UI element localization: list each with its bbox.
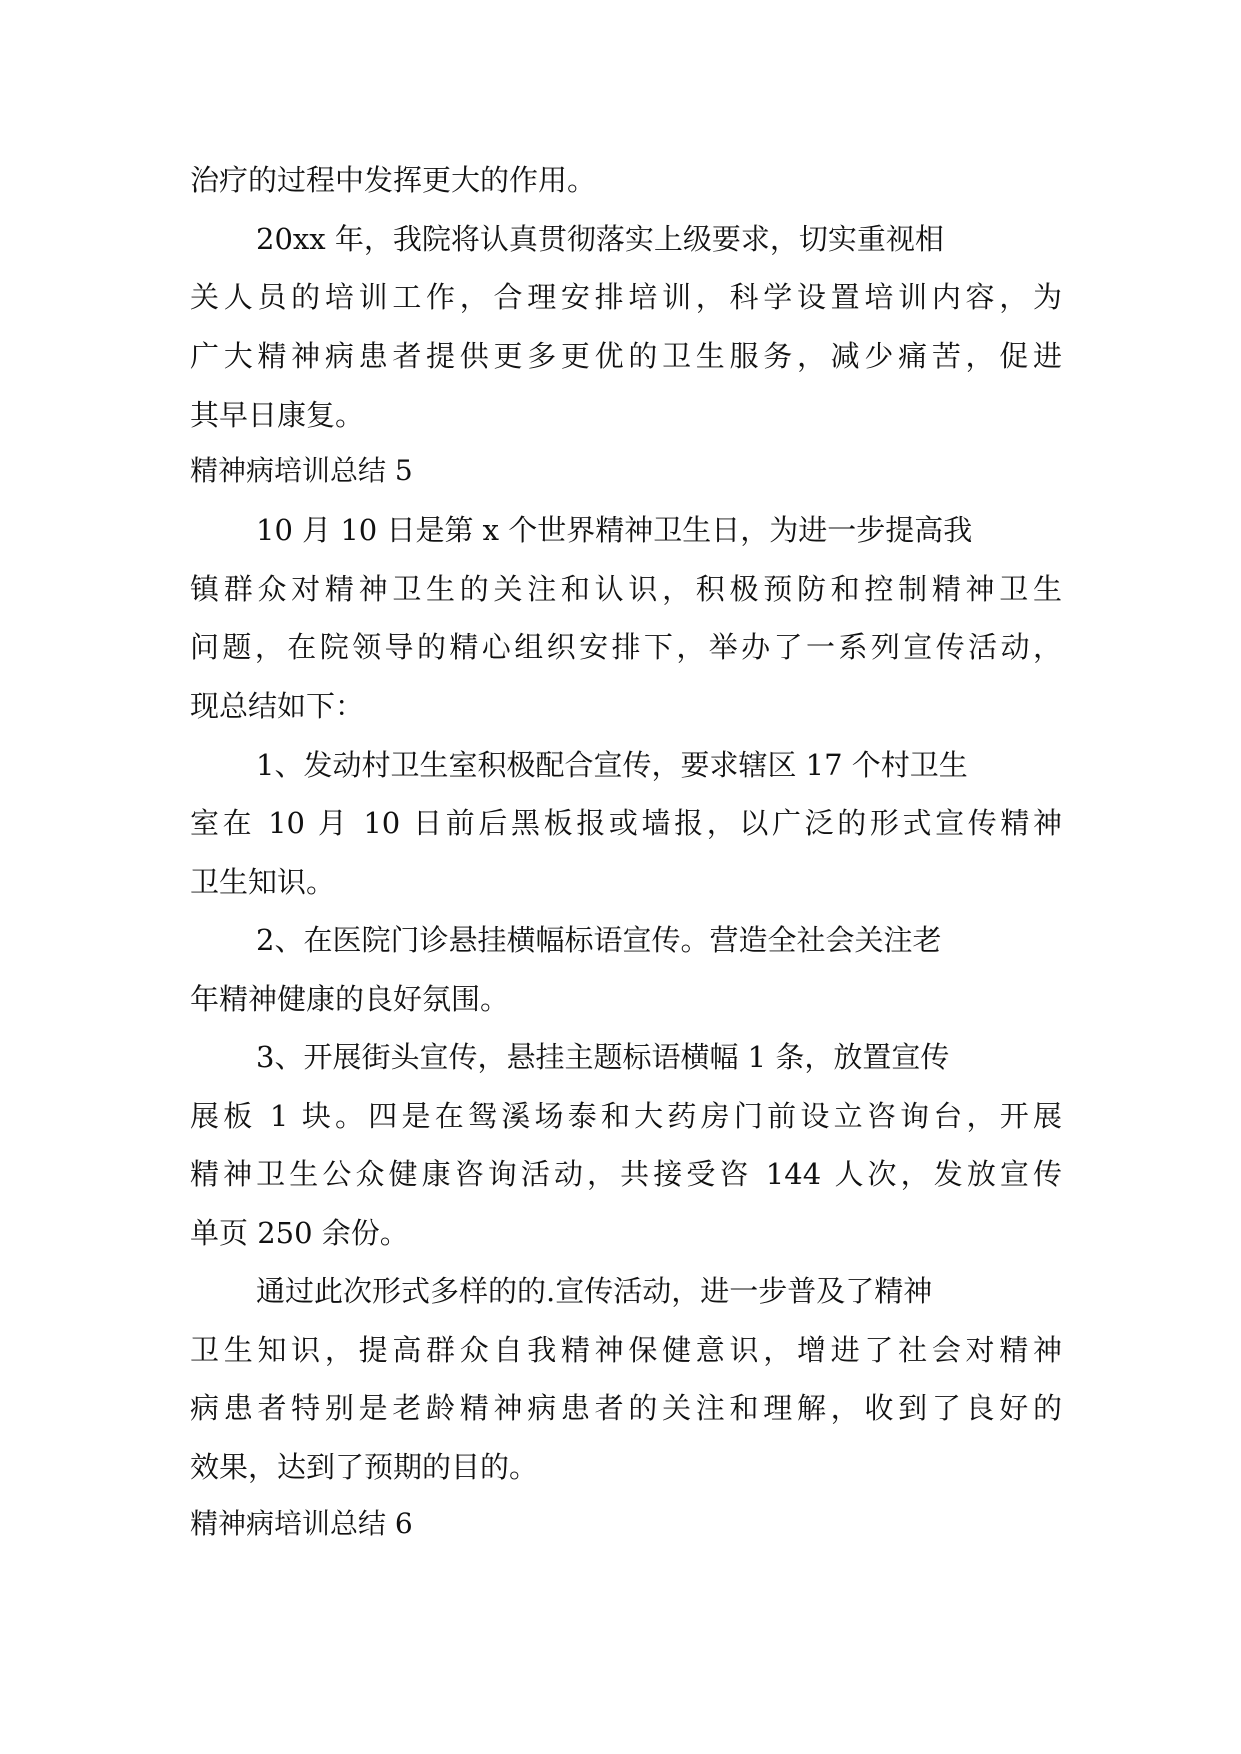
section-heading: 精神病培训总结 6 [190,1507,413,1540]
paragraph-line: 1、发动村卫生室积极配合宣传，要求辖区 17 个村卫生 [256,748,968,782]
paragraph-line: 10 月 10 日是第 x 个世界精神卫生日，为进一步提高我 [256,513,973,547]
paragraph-line: 20xx 年，我院将认真贯彻落实上级要求，切实重视相 [256,222,944,256]
paragraph-line: 治疗的过程中发挥更大的作用。 [190,163,597,197]
paragraph-line: 3、开展街头宣传，悬挂主题标语横幅 1 条，放置宣传 [256,1040,950,1074]
paragraph-line: 精神卫生公众健康咨询活动，共接受咨 144 人次，发放宣传 [190,1157,1062,1191]
section-heading: 精神病培训总结 5 [190,454,413,487]
paragraph-line: 广大精神病患者提供更多更优的卫生服务，减少痛苦，促进 [190,339,1062,373]
paragraph-line: 其早日康复。 [190,398,365,432]
paragraph-line: 效果，达到了预期的目的。 [190,1450,539,1484]
paragraph-line: 室在 10 月 10 日前后黑板报或墙报，以广泛的形式宣传精神 [190,806,1062,840]
paragraph-line: 卫生知识。 [190,865,336,899]
paragraph-line: 单页 250 余份。 [190,1216,409,1250]
paragraph-line: 关人员的培训工作，合理安排培训，科学设置培训内容，为 [190,280,1062,314]
paragraph-line: 展板 1 块。四是在鸳溪场泰和大药房门前设立咨询台，开展 [190,1099,1062,1133]
paragraph-line: 2、在医院门诊悬挂横幅标语宣传。营造全社会关注老 [256,923,942,957]
paragraph-line: 年精神健康的良好氛围。 [190,982,510,1016]
paragraph-line: 问题，在院领导的精心组织安排下，举办了一系列宣传活动， [190,630,1062,664]
paragraph-line: 卫生知识，提高群众自我精神保健意识，增进了社会对精神 [190,1333,1062,1367]
paragraph-line: 镇群众对精神卫生的关注和认识，积极预防和控制精神卫生 [190,572,1062,606]
paragraph-line: 现总结如下： [190,689,365,723]
paragraph-line: 病患者特别是老龄精神病患者的关注和理解，收到了良好的 [190,1391,1062,1425]
paragraph-line: 通过此次形式多样的的.宣传活动，进一步普及了精神 [256,1274,933,1308]
